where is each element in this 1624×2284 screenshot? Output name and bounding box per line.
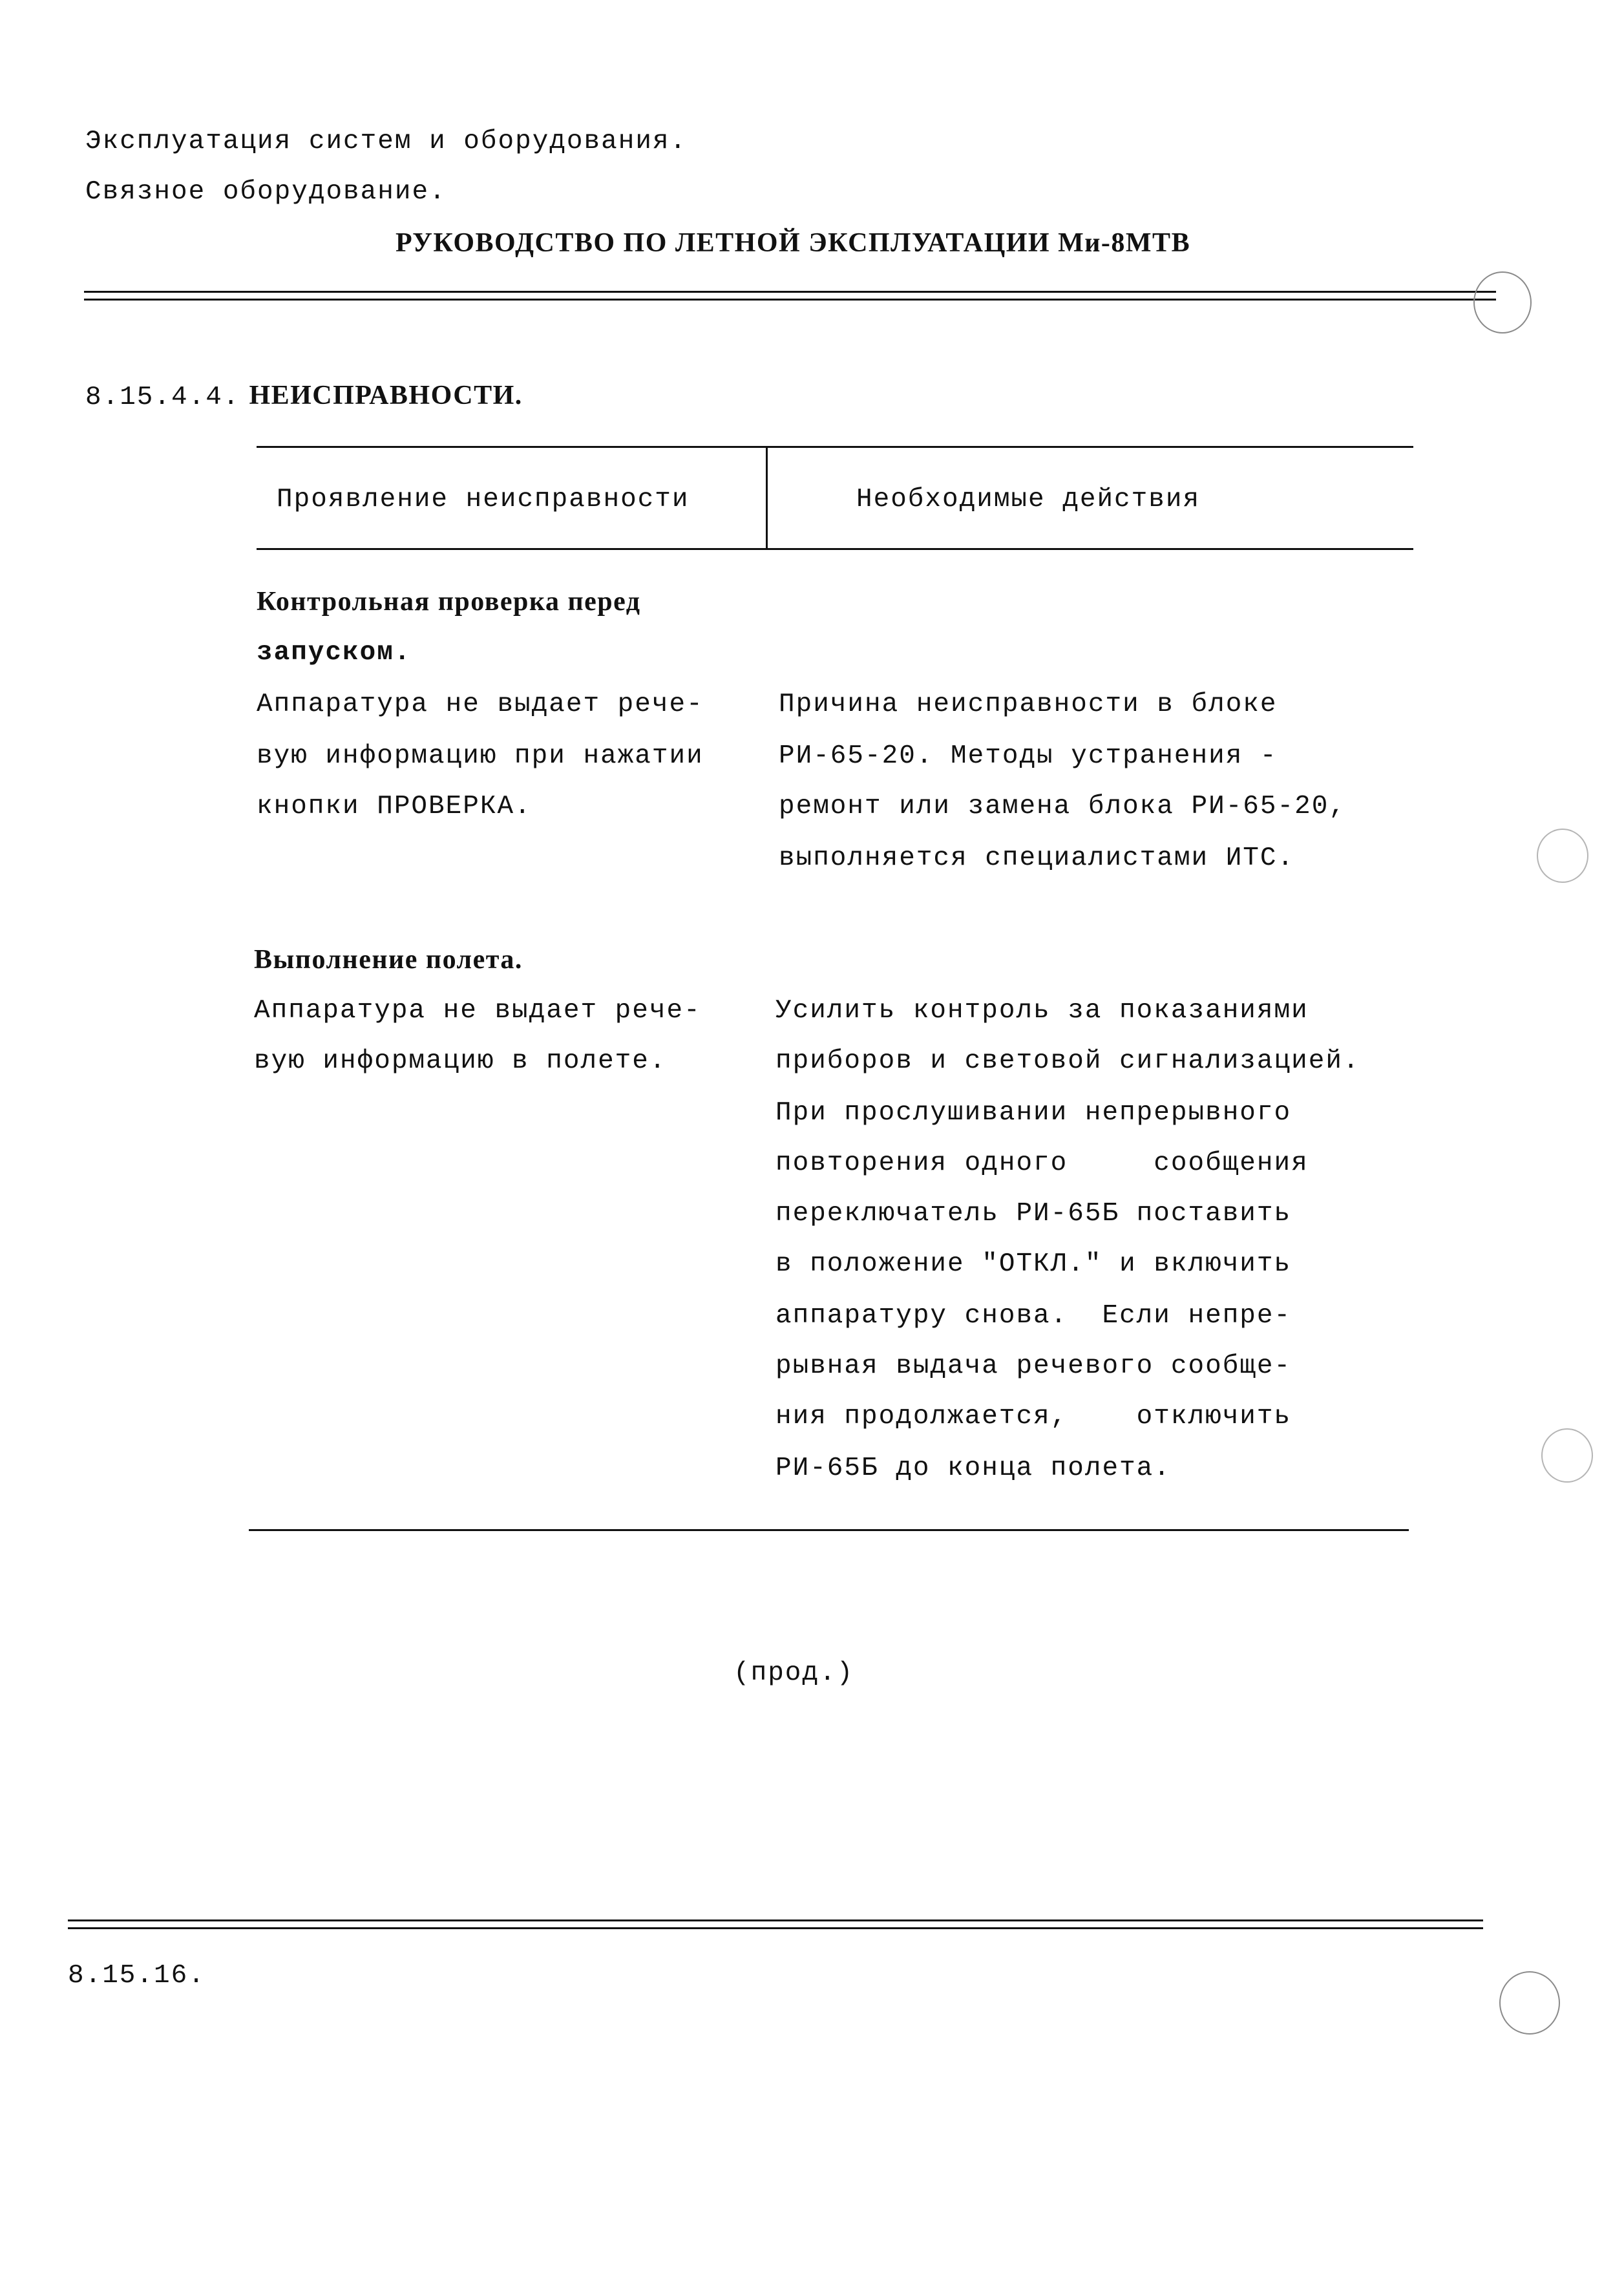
section-heading <box>85 380 523 412</box>
header-section-line-1: Эксплуатация систем и оборудования. <box>85 127 688 156</box>
action-line: ремонт или замена блока РИ-65-20, <box>779 792 1346 821</box>
action-line: РИ-65-20. Методы устранения - <box>779 741 1278 771</box>
section-title: НЕИСПРАВНОСТИ. <box>249 381 523 410</box>
symptom-line: Аппаратура не выдает рече- <box>257 690 704 719</box>
footer-rule-bottom <box>68 1927 1483 1929</box>
action-line: аппаратуру снова. Если непре- <box>775 1301 1292 1331</box>
action-line: ния продолжается, отключить <box>775 1402 1292 1432</box>
table-header-divider <box>766 446 768 549</box>
action-line: приборов и световой сигнализацией. <box>775 1046 1360 1076</box>
action-line: в положение "ОТКЛ." и включить <box>775 1249 1292 1279</box>
punch-hole-decoration <box>1537 829 1588 883</box>
table-header-rule-bottom <box>257 548 1413 550</box>
manual-title: РУКОВОДСТВО ПО ЛЕТНОЙ ЭКСПЛУАТАЦИИ Ми-8МТВ <box>395 228 1191 258</box>
action-line: выполняется специалистами ИТС. <box>779 843 1295 873</box>
symptom-line: Аппаратура не выдает рече- <box>254 996 701 1026</box>
page-number: 8.15.16. <box>68 1961 206 1991</box>
action-line: Усилить контроль за показаниями <box>775 996 1309 1026</box>
header-section-line-2: Связное оборудование. <box>85 177 447 207</box>
table-bottom-rule <box>249 1529 1409 1531</box>
punch-hole-decoration <box>1499 1971 1560 2035</box>
group-title-line: запуском. <box>257 638 412 668</box>
group-title-line: Выполнение полета. <box>254 945 523 975</box>
action-line: переключатель РИ-65Б поставить <box>775 1199 1292 1229</box>
action-line: повторения одного сообщения <box>775 1148 1309 1178</box>
table-header-action: Необходимые действия <box>856 485 1201 514</box>
group-title-line: Контрольная проверка перед <box>257 587 641 617</box>
table-header-symptom: Проявление неисправности <box>277 485 690 514</box>
header-rule-bottom <box>84 299 1496 301</box>
action-line: При прослушивании непрерывного <box>775 1098 1292 1128</box>
table-header-rule-top <box>257 446 1413 448</box>
action-line: рывная выдача речевого сообще- <box>775 1351 1292 1381</box>
action-line: Причина неисправности в блоке <box>779 690 1278 719</box>
symptom-line: вую информацию в полете. <box>254 1046 667 1076</box>
section-number: 8.15.4.4. <box>85 383 240 412</box>
header-rule-top <box>84 291 1496 293</box>
punch-hole-decoration <box>1473 271 1532 333</box>
symptom-line: вую информацию при нажатии <box>257 741 704 771</box>
punch-hole-decoration <box>1541 1428 1593 1483</box>
continued-marker: (прод.) <box>733 1658 854 1688</box>
symptom-line: кнопки ПРОВЕРКА. <box>257 792 532 821</box>
action-line: РИ-65Б до конца полета. <box>775 1454 1171 1483</box>
footer-rule-top <box>68 1919 1483 1921</box>
